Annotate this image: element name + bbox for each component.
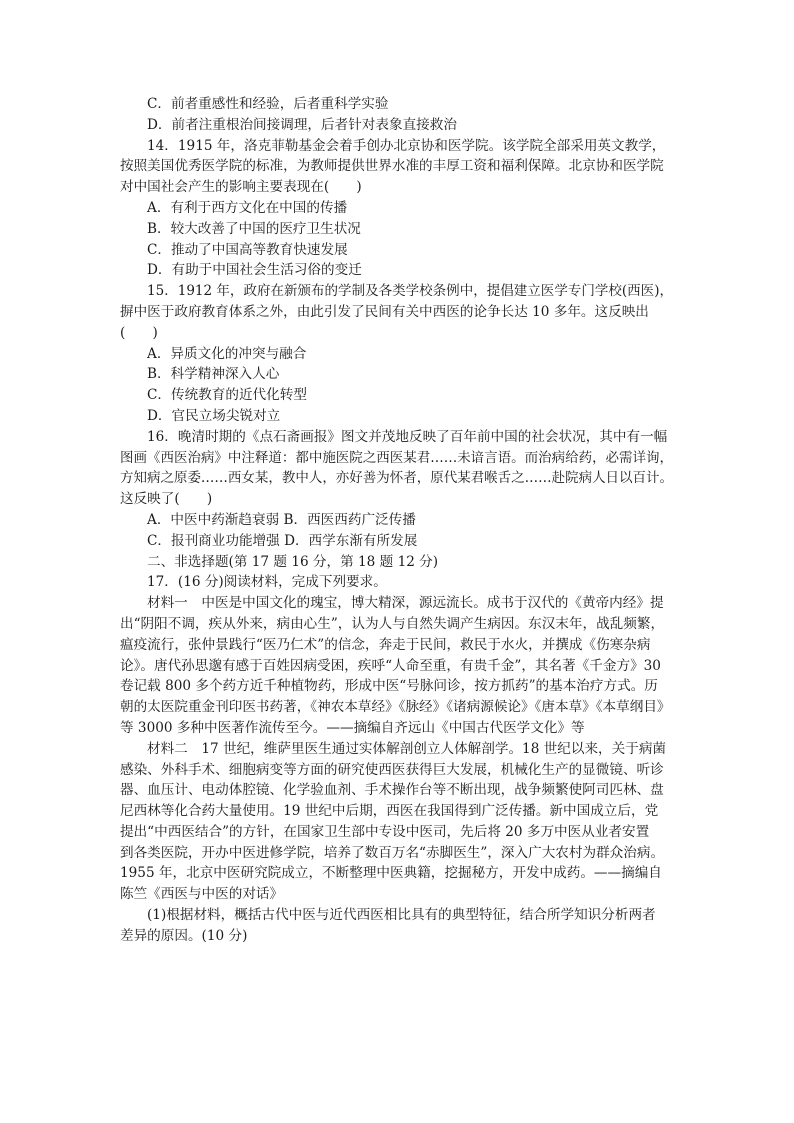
q17-material-2-line-5: 提出“中西医结合”的方针，在国家卫生部中专设中医司，先后将 20 多万中医从业者安置	[120, 823, 650, 840]
q14-option-d: D．有助于中国社会生活习俗的变迁	[147, 262, 362, 279]
section-2-heading: 二、非选择题(第 17 题 16 分，第 18 题 12 分)	[147, 553, 439, 570]
q17-material-1-line-7: 等 3000 多种中医著作流传至今。——摘编自齐远山《中国古代医学文化》等	[120, 719, 585, 736]
q16-options-cd: C．报刊商业功能增强 D．西学东渐有所发展	[147, 532, 418, 549]
q17-material-2-line-6: 到各类医院，开办中医进修学院，培养了数百万名“赤脚医生”，深入广大农村为群众治病。	[120, 844, 665, 861]
q17-material-1-line-6: 朝的太医院重金刊印医书药著，《神农本草经》《脉经》《诸病源候论》《唐本草》《本草纲目》	[120, 699, 671, 716]
q14-option-b: B．较大改善了中国的医疗卫生状况	[147, 220, 361, 237]
q15-option-d: D．官民立场尖锐对立	[147, 407, 281, 424]
q17-sub-question-1-line-1: (1)根据材料，概括古代中医与近代西医相比具有的典型特征，结合所学知识分析两者	[147, 907, 656, 924]
q16-options-ab: A．中医中药渐趋衰弱 B．西医西药广泛传播	[147, 511, 416, 528]
q14-stem-line-2: 按照美国优秀医学院的标准，为教师提供世界水准的丰厚工资和福利保障。北京协和医学院	[120, 158, 664, 175]
q17-material-2-line-2: 感染、外科手术、细胞病变等方面的研究使西医获得巨大发展，机械化生产的显微镜、听诊	[120, 761, 664, 778]
q17-material-1-line-4: 论》。唐代孙思邈有感于百姓因病受困，疾呼“人命至重，有贵千金”，其名著《千金方》30	[120, 657, 661, 674]
document-body	[120, 94, 673, 947]
q17-sub-question-1-line-2: 差异的原因。(10 分)	[120, 927, 248, 944]
q14-stem-line-1: 14．1915 年，洛克菲勒基金会着手创办北京协和医学院。该学院全部采用英文教学，	[147, 137, 666, 154]
q15-option-b: B．科学精神深入人心	[147, 366, 280, 383]
q16-stem-line-1: 16．晚清时期的《点石斋画报》图文并茂地反映了百年前中国的社会状况，其中有一幅	[147, 428, 668, 445]
q17-material-1-line-1: 材料一 中医是中国文化的瑰宝，博大精深，源远流长。成书于汉代的《黄帝内经》提	[147, 595, 664, 612]
q14-option-c: C．推动了中国高等教育快速发展	[147, 241, 348, 258]
q17-material-2-line-1: 材料二 17 世纪，维萨里医生通过实体解剖创立人体解剖学。18 世纪以来，关于病菌	[147, 740, 667, 757]
q13-option-d: D．前者注重根治间接调理，后者针对表象直接救治	[147, 116, 457, 133]
q13-option-c: C．前者重感性和经验，后者重科学实验	[147, 96, 389, 112]
q15-stem-line-1: 15．1912 年，政府在新颁布的学制及各类学校条例中，提倡建立医学专门学校(西医)，	[147, 283, 673, 300]
q14-option-a: A．有利于西方文化在中国的传播	[147, 199, 348, 216]
q17-material-2-line-3: 器、血压计、电动体腔镜、化学验血剂、手术操作台等不断出现，战争频繁使阿司匹林、盘	[120, 782, 664, 799]
q17-material-2-line-8: 陈竺《西医与中医的对话》	[120, 886, 284, 903]
q17-material-1-line-2: 出“阴阳不调，疾从外来，病由心生”，认为人与自然失调产生病因。东汉末年，战乱频繁，	[120, 615, 665, 632]
q17-material-2-line-4: 尼西林等化合药大量使用。19 世纪中后期，西医在我国得到广泛传播。新中国成立后，党	[120, 803, 659, 820]
q15-option-c: C．传统教育的近代化转型	[147, 387, 307, 404]
q15-stem-line-2: 摒中医于政府教育体系之外，由此引发了民间有关中西医的论争长达 10 多年。这反映出	[120, 303, 649, 320]
q14-stem-line-3: 对中国社会产生的影响主要表现在( )	[120, 179, 362, 196]
q16-stem-line-3: 方知病之原委……西女某，教中人，亦好善为怀者，原代某君喉舌之……赴院病人日以百计。	[120, 470, 673, 487]
q17-stem: 17．(16 分)阅读材料，完成下列要求。	[147, 574, 387, 591]
q15-stem-line-3: ( )	[120, 324, 158, 341]
q16-stem-line-4: 这反映了( )	[120, 491, 213, 508]
q17-material-1-line-5: 卷记载 800 多个药方近千种植物药，形成中医“号脉问诊，按方抓药”的基本治疗方式。历	[120, 678, 658, 695]
q17-material-2-line-7: 1955 年，北京中医研究院成立，不断整理中医典籍，挖掘秘方，开发中成药。——摘编自	[120, 865, 662, 882]
q15-option-a: A．异质文化的冲突与融合	[147, 345, 307, 362]
q17-material-1-line-3: 瘟疫流行，张仲景践行“医乃仁术”的信念，奔走于民间，救民于水火，并撰成《伤寒杂病	[120, 636, 651, 653]
q16-stem-line-2: 图画《西医治病》中注释道：都中施医院之西医某君……未谙言语。而治病给药，必需详询，	[120, 449, 673, 466]
